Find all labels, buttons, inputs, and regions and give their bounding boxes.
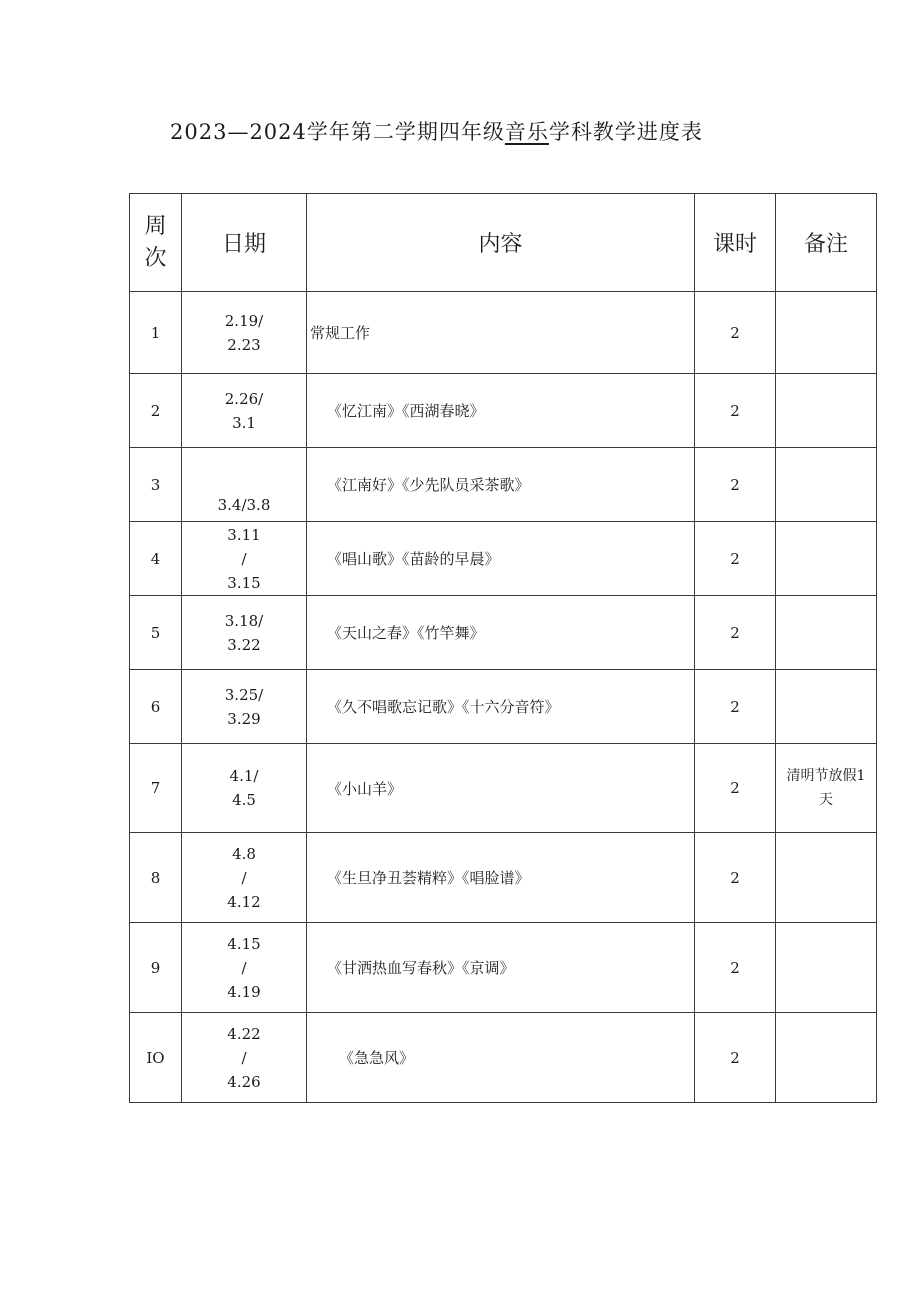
- table-row: [130, 923, 877, 1013]
- date-line: /: [241, 868, 247, 887]
- table-row: [130, 292, 877, 374]
- header-date: 日期: [182, 194, 307, 292]
- notes-cell: [776, 833, 877, 923]
- notes-line: 清明节放假1: [786, 768, 866, 784]
- content-cell: 《甘洒热血写春秋》《京调》: [307, 923, 695, 1013]
- hours-cell: 2: [695, 374, 776, 448]
- date-cell: [182, 923, 307, 1013]
- week-cell: 9: [130, 923, 182, 1013]
- header-row: [130, 194, 877, 292]
- date-line: 4.12: [227, 892, 261, 911]
- week-cell: 5: [130, 596, 182, 670]
- notes-cell: [776, 670, 877, 744]
- content-cell: 《忆江南》《西湖春晓》: [307, 374, 695, 448]
- date-line: 4.19: [227, 982, 261, 1001]
- title-suffix: 学科教学进度表: [548, 120, 703, 144]
- hours-cell: 2: [695, 1013, 776, 1103]
- header-week: [130, 194, 182, 292]
- date-line: 3.29: [227, 709, 261, 728]
- page-title: [170, 116, 703, 146]
- week-cell: 6: [130, 670, 182, 744]
- notes-line: 天: [819, 792, 833, 808]
- week-cell: 7: [130, 744, 182, 833]
- header-content: 内容: [307, 194, 695, 292]
- content-cell: 《天山之春》《竹竿舞》: [307, 596, 695, 670]
- date-line: 3.11: [227, 525, 261, 544]
- content-cell: 《小山羊》: [307, 744, 695, 833]
- date-line: 4.5: [232, 791, 256, 809]
- header-notes: 备注: [776, 194, 877, 292]
- date-line: 2.26/: [224, 389, 264, 408]
- header-week-line2: 次: [144, 245, 167, 271]
- notes-cell: [776, 374, 877, 448]
- table-row: [130, 833, 877, 923]
- content-cell: 《江南好》《少先队员采茶歌》: [307, 448, 695, 522]
- date-line: 3.15: [227, 573, 261, 592]
- week-cell: 4: [130, 522, 182, 596]
- date-cell: [182, 448, 307, 522]
- date-line: 4.1/: [229, 767, 259, 785]
- notes-cell: [776, 923, 877, 1013]
- notes-cell: [776, 1013, 877, 1103]
- hours-cell: 2: [695, 744, 776, 833]
- notes-cell: [776, 292, 877, 374]
- date-cell: [182, 292, 307, 374]
- date-line: 2.23: [227, 335, 261, 354]
- week-cell: 1: [130, 292, 182, 374]
- date-line: 3.4/3.8: [217, 496, 271, 514]
- table-body: [130, 292, 877, 1103]
- date-line: 3.1: [232, 413, 256, 432]
- date-cell: [182, 744, 307, 833]
- content-cell: 《急急风》: [307, 1013, 695, 1103]
- table-row: [130, 670, 877, 744]
- table-row: [130, 448, 877, 522]
- hours-cell: 2: [695, 448, 776, 522]
- date-cell: [182, 833, 307, 923]
- date-line: 4.15: [227, 934, 261, 953]
- header-hours: 课时: [695, 194, 776, 292]
- date-line: /: [241, 1048, 247, 1067]
- week-cell: 3: [130, 448, 182, 522]
- notes-cell: [776, 522, 877, 596]
- date-line: /: [241, 958, 247, 977]
- date-line: 3.18/: [224, 611, 264, 630]
- date-line: 4.26: [227, 1072, 261, 1091]
- content-cell: 《唱山歌》《苗龄的早晨》: [307, 522, 695, 596]
- title-subject: 音乐: [504, 120, 549, 144]
- date-line: /: [241, 549, 247, 568]
- table-row: [130, 522, 877, 596]
- table-row: [130, 596, 877, 670]
- date-line: 4.8: [232, 844, 256, 863]
- date-line: 3.22: [227, 635, 261, 654]
- content-cell: 常规工作: [307, 292, 695, 374]
- hours-cell: 2: [695, 923, 776, 1013]
- title-prefix: 2023—2024学年第二学期四年级: [170, 120, 505, 144]
- hours-cell: 2: [695, 522, 776, 596]
- date-cell: [182, 596, 307, 670]
- hours-cell: 2: [695, 670, 776, 744]
- week-cell: 8: [130, 833, 182, 923]
- schedule-table: [129, 193, 877, 1103]
- notes-cell: [776, 448, 877, 522]
- table-row: [130, 1013, 877, 1103]
- week-cell: 2: [130, 374, 182, 448]
- content-cell: 《生旦净丑荟精粹》《唱脸谱》: [307, 833, 695, 923]
- notes-cell: [776, 596, 877, 670]
- week-cell: IO: [130, 1013, 182, 1103]
- header-week-line1: 周: [144, 213, 167, 239]
- table-row: [130, 374, 877, 448]
- date-line: 3.25/: [224, 685, 264, 704]
- date-cell: [182, 522, 307, 596]
- date-line: 2.19/: [224, 311, 264, 330]
- date-cell: [182, 1013, 307, 1103]
- date-cell: [182, 670, 307, 744]
- hours-cell: 2: [695, 596, 776, 670]
- hours-cell: 2: [695, 833, 776, 923]
- notes-cell: [776, 744, 877, 833]
- table-row: [130, 744, 877, 833]
- hours-cell: 2: [695, 292, 776, 374]
- date-cell: [182, 374, 307, 448]
- content-cell: 《久不唱歌忘记歌》《十六分音符》: [307, 670, 695, 744]
- date-line: 4.22: [227, 1024, 261, 1043]
